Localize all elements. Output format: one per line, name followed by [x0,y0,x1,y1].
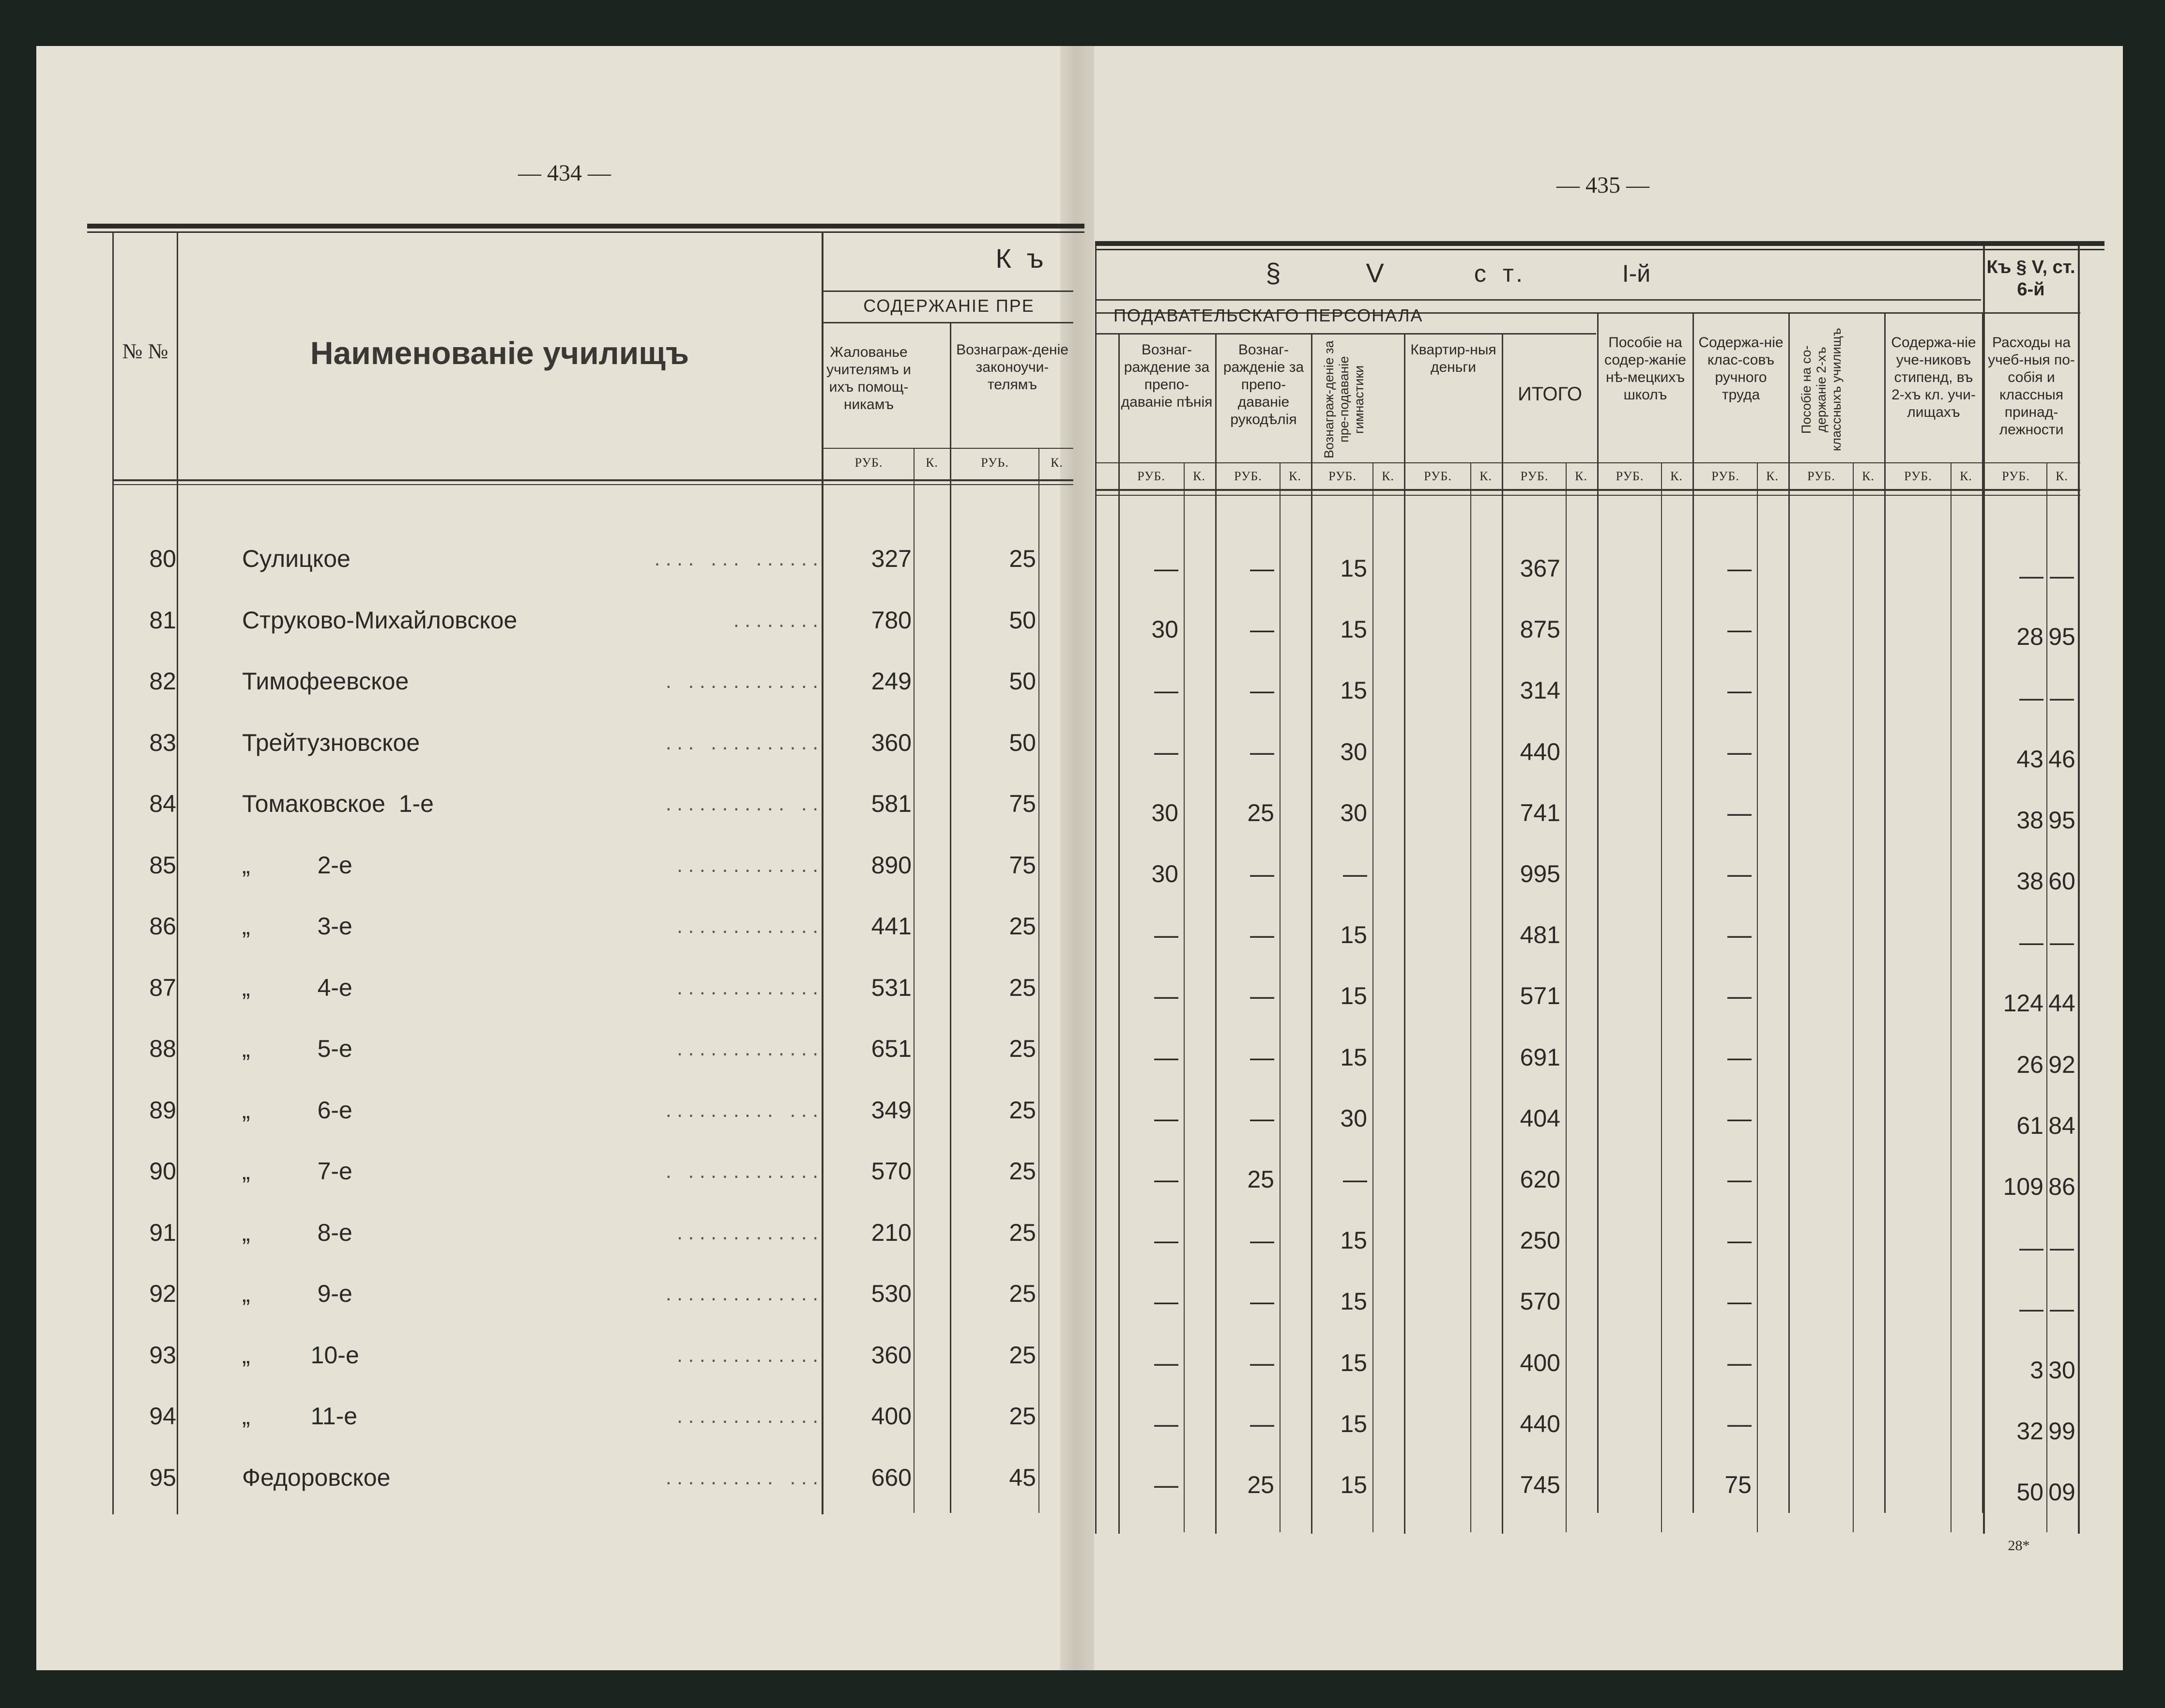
row-number: 90 [149,1158,176,1185]
right-col-header-5: Пособіе на содер-жаніе нѣ-мецкихъ школъ [1604,335,1686,403]
col-divider [1215,333,1217,1534]
gymnastics-value: 15 [1340,1043,1367,1071]
school-name: „ 11-е [242,1403,358,1430]
right-col-header-4: ИТОГО [1517,383,1583,405]
singing-value: — [1154,555,1178,582]
leader-dots: . . . . . . . . . . . . . [665,792,818,815]
leader-dots: . . . . . . . . . . . . . [677,1037,818,1060]
unit-rub: РУБ. [1711,469,1739,483]
unit-rub: РУБ. [1328,469,1357,483]
row-number: 86 [149,913,176,940]
salary-value: 660 [871,1464,912,1491]
unit-k: К. [1862,469,1875,483]
unit-rub-2: РУЬ. [981,456,1009,470]
expenses-kop: 46 [2048,745,2075,773]
top-rule-right-thin [1095,249,2104,250]
leader-dots: . . . . . . . . . . . . . [665,1098,818,1121]
reward-law-value: 25 [1009,974,1036,1001]
manual-labour-value: — [1727,1349,1752,1376]
gymnastics-value: 15 [1340,1471,1367,1498]
header-number: № № [122,339,168,363]
singing-value: — [1154,1166,1178,1193]
total-value: 875 [1520,616,1560,643]
school-name: „ 6-е [242,1096,352,1124]
leader-dots: . . . . . . . . . . . . . [665,1465,818,1489]
reward-law-value: 75 [1009,790,1036,817]
expenses-kop: 84 [2048,1112,2075,1139]
reward-law-value: 50 [1009,606,1036,634]
reward-law-value: 25 [1009,1280,1036,1307]
leader-dots: . . . . . . . . . . . . . [654,547,818,570]
leader-dots: . . . . . . . . . . . . . [677,853,818,876]
reward-law-value: 75 [1009,851,1036,879]
unit-k-1: К. [926,456,938,470]
col-divider [1982,312,1983,1513]
manual-labour-value: — [1727,921,1752,949]
singing-value: — [1154,982,1178,1010]
unit-k: К. [1289,469,1301,483]
unit-rub: РУБ. [1424,469,1452,483]
gymnastics-value: 15 [1340,616,1367,643]
right-col-header-7: Пособіе на со-держаніе 2-хъ классныхъ училищъ [1799,328,1844,452]
row-number: 81 [149,606,176,634]
total-value: 691 [1520,1043,1560,1071]
right-col-header-0: Вознаг-раждение за препо-даваніе пѣнія [1121,342,1213,410]
row-number: 91 [149,1219,176,1246]
kop-divider [1951,462,1952,1532]
right-col-header-9: Расходы на учеб-ныя по-собія и классныя принад-лежности [1988,335,2075,438]
manual-labour-value: — [1727,616,1752,643]
singing-value: 30 [1151,616,1178,643]
col-divider [1597,312,1599,1513]
unit-k: К. [1382,469,1394,483]
col-divider [1404,333,1405,1534]
school-name: Сулицкое [242,545,351,572]
expenses-rub: — [2019,929,2043,956]
manual-labour-value: — [1727,982,1752,1010]
salary-value: 327 [871,545,912,572]
gymnastics-value: 15 [1340,921,1367,949]
right-col-header-1: Вознаг-ражденіе за препо-даваніе рукодѣлія [1223,342,1304,427]
expenses-kop: — [2050,562,2074,589]
page-number-right: — 435 — [1556,172,1649,198]
row-number: 95 [149,1464,176,1491]
singing-value: — [1154,1043,1178,1071]
total-value: 404 [1520,1104,1560,1132]
reward-law-value: 25 [1009,1035,1036,1062]
expenses-rub: 32 [2016,1417,2043,1445]
total-value: 741 [1520,799,1560,826]
section-header-left: К ъ [995,243,1048,274]
header-school-name: Наименованіе училищъ [310,335,689,371]
manual-labour-value: 75 [1724,1471,1752,1498]
expenses-rub: 61 [2016,1112,2043,1139]
unit-rub: РУБ. [1904,469,1932,483]
expenses-rub: 26 [2016,1051,2043,1078]
total-value: 400 [1520,1349,1560,1376]
row-number: 88 [149,1035,176,1062]
school-name: Томаковское 1-е [242,790,434,817]
reward-law-value: 25 [1009,545,1036,572]
col-reward-law-header: Вознаграж-деніе законоучи-телямъ [956,342,1068,393]
needlework-value: — [1250,1104,1274,1132]
leader-dots: . . . . . . . . . . . . . [677,915,818,937]
expenses-kop: — [2050,684,2074,712]
needlework-value: — [1250,1043,1274,1071]
needlework-value: 25 [1247,1166,1274,1193]
salary-value: 360 [871,1341,912,1369]
right-col-header-6: Содержа-ніе клас-совъ ручного труда [1698,335,1784,403]
leader-dots: . . . . . . . . . . . . . [677,1343,818,1366]
leader-dots: . . . . . . . . . . . . . [665,731,818,754]
reward-law-value: 25 [1009,1403,1036,1430]
col-divider [1884,312,1886,1513]
expenses-kop: — [2050,1234,2074,1262]
gymnastics-value: 15 [1340,555,1367,582]
col-divider [1692,312,1694,1513]
singing-value: — [1154,921,1178,949]
manual-labour-value: — [1727,1043,1752,1071]
total-value: 995 [1520,860,1560,887]
needlework-value: — [1250,555,1274,582]
salary-value: 890 [871,851,912,879]
singing-value: 30 [1151,799,1178,826]
leader-dots: . . . . . . . . . . . . . . [665,1282,818,1305]
salary-value: 360 [871,729,912,756]
manual-labour-value: — [1727,1288,1752,1315]
total-value: 314 [1520,677,1560,704]
gymnastics-value: 15 [1340,1227,1367,1254]
needlework-value: — [1250,921,1274,949]
gymnastics-value: 30 [1340,738,1367,765]
gymnastics-value: 30 [1340,799,1367,826]
needlework-value: — [1250,1349,1274,1376]
needlework-value: 25 [1247,1471,1274,1498]
school-name: „ 10-е [242,1341,359,1369]
section-sign: § [1265,258,1281,288]
col-salary-header: Жалованье учителямъ и ихъ помощ-никамъ [826,344,911,412]
unit-k: К. [2056,469,2068,483]
school-name: Трейтузновское [242,729,420,756]
school-name: Струково-Михайловское [242,606,518,634]
expenses-kop: 95 [2048,623,2075,651]
kop-divider [1184,462,1185,1532]
kop-divider [1470,462,1471,1532]
total-value: 481 [1520,921,1560,949]
top-rule-left [87,224,1084,229]
manual-labour-value: — [1727,860,1752,887]
school-name: „ 4-е [242,974,352,1001]
leader-dots: . . . . . . . . [733,608,818,631]
salary-value: 780 [871,606,912,634]
unit-rub: РУБ. [1616,469,1644,483]
unit-rub: РУБ. [2002,469,2030,483]
school-name: Тимофеевское [242,668,409,695]
expenses-kop: 95 [2048,806,2075,834]
col-divider [1311,333,1312,1534]
needlework-value: — [1250,1410,1274,1437]
expenses-rub: 50 [2016,1479,2043,1506]
section-roman: V [1366,258,1384,288]
unit-k: К. [1479,469,1492,483]
gymnastics-value: 15 [1340,1349,1367,1376]
expenses-rub: 38 [2016,806,2043,834]
row-number: 87 [149,974,176,1001]
salary-value: 349 [871,1096,912,1124]
expenses-rub: — [2019,684,2043,712]
unit-rub: РУБ. [1520,469,1549,483]
group-header-right: ПОДАВАТЕЛЬСКАГО ПЕРСОНАЛА [1113,305,1423,325]
school-name: „ 8-е [242,1219,352,1246]
unit-k-2: К. [1051,456,1063,470]
row-number: 82 [149,668,176,695]
col-divider [1118,333,1120,1534]
row-number: 83 [149,729,176,756]
expenses-rub: 109 [2003,1173,2043,1200]
col-divider [1788,312,1790,1513]
expenses-rub: 28 [2016,623,2043,651]
manual-labour-value: — [1727,1104,1752,1132]
row-number: 92 [149,1280,176,1307]
school-name: „ 2-е [242,851,352,879]
salary-value: 400 [871,1403,912,1430]
row-number: 93 [149,1341,176,1369]
expenses-rub: 43 [2016,745,2043,773]
singing-value: 30 [1151,860,1178,887]
kop-divider [1757,462,1758,1532]
expenses-kop: 60 [2048,868,2075,895]
top-rule-left-thin [87,231,1084,233]
manual-labour-value: — [1727,738,1752,765]
reward-law-value: 25 [1009,913,1036,940]
needlework-value: 25 [1247,799,1274,826]
unit-k: К. [1670,469,1683,483]
gymnastics-value: — [1343,860,1367,887]
total-value: 440 [1520,738,1560,765]
needlework-value: — [1250,982,1274,1010]
gymnastics-value: — [1343,1166,1367,1193]
manual-labour-value: — [1727,799,1752,826]
reward-law-value: 45 [1009,1464,1036,1491]
signature-mark: 28* [2008,1538,2030,1554]
section-art: І-й [1622,260,1651,287]
gymnastics-value: 30 [1340,1104,1367,1132]
singing-value: — [1154,677,1178,704]
section-st: с т. [1474,260,1528,287]
expenses-rub: 3 [2030,1356,2043,1384]
reward-law-value: 25 [1009,1219,1036,1246]
salary-value: 651 [871,1035,912,1062]
reward-law-value: 50 [1009,729,1036,756]
expenses-rub: — [2019,562,2043,589]
book-gutter [1060,46,1094,1670]
row-number: 85 [149,851,176,879]
reward-law-value: 25 [1009,1096,1036,1124]
row-number: 94 [149,1403,176,1430]
total-value: 250 [1520,1227,1560,1254]
total-value: 571 [1520,982,1560,1010]
gymnastics-value: 15 [1340,677,1367,704]
kop-divider [1661,462,1662,1532]
expenses-rub: 124 [2003,990,2043,1017]
leader-dots: . . . . . . . . . . . . . [677,976,818,999]
total-value: 440 [1520,1410,1560,1437]
leader-dots: . . . . . . . . . . . . . [677,1404,818,1427]
expenses-kop: 86 [2048,1173,2075,1200]
manual-labour-value: — [1727,677,1752,704]
manual-labour-value: — [1727,1227,1752,1254]
reward-law-value: 25 [1009,1158,1036,1185]
reward-law-value: 25 [1009,1341,1036,1369]
unit-k: К. [1960,469,1972,483]
needlework-value: — [1250,738,1274,765]
salary-value: 570 [871,1158,912,1185]
top-rule-right [1095,241,2104,246]
gymnastics-value: 15 [1340,982,1367,1010]
needlework-value: — [1250,1288,1274,1315]
right-col-header-8: Содержа-ніе уче-никовъ стипенд, въ 2-хъ кл. учи-лищахъ [1891,335,1976,420]
school-name: „ 3-е [242,913,352,940]
kop-divider [1566,462,1567,1532]
needlework-value: — [1250,677,1274,704]
expenses-kop: 44 [2048,990,2075,1017]
col-divider [1502,333,1503,1534]
unit-rub: РУБ. [1807,469,1835,483]
needlework-value: — [1250,860,1274,887]
expenses-rub: — [2019,1295,2043,1323]
expenses-kop: 92 [2048,1051,2075,1078]
expenses-kop: 99 [2048,1417,2075,1445]
total-value: 745 [1520,1471,1560,1498]
expenses-kop: — [2050,1295,2074,1323]
unit-rub: РУБ. [1234,469,1262,483]
expenses-kop: — [2050,929,2074,956]
salary-value: 210 [871,1219,912,1246]
unit-k: К. [1575,469,1587,483]
right-header-kv: Къ § V, ст. 6-й [1986,257,2075,300]
unit-k: К. [1766,469,1779,483]
total-value: 367 [1520,555,1560,582]
needlework-value: — [1250,616,1274,643]
school-name: „ 9-е [242,1280,352,1307]
unit-rub: РУБ. [1137,469,1165,483]
singing-value: — [1154,738,1178,765]
kop-divider [2046,462,2047,1532]
expenses-rub: — [2019,1234,2043,1262]
gymnastics-value: 15 [1340,1410,1367,1437]
total-value: 570 [1520,1288,1560,1315]
unit-k: К. [1193,469,1205,483]
manual-labour-value: — [1727,555,1752,582]
singing-value: — [1154,1349,1178,1376]
row-number: 84 [149,790,176,817]
singing-value: — [1154,1410,1178,1437]
school-name: Федоровское [242,1464,391,1491]
reward-law-value: 50 [1009,668,1036,695]
manual-labour-value: — [1727,1166,1752,1193]
salary-value: 530 [871,1280,912,1307]
expenses-rub: 38 [2016,868,2043,895]
leader-dots: . . . . . . . . . . . . . [677,1220,818,1244]
manual-labour-value: — [1727,1410,1752,1437]
right-col-header-3: Квартир-ныя деньги [1410,342,1496,375]
right-col-header-2: Вознаграж-деніе за пре-подаваніе гимнастики [1322,340,1367,458]
leader-dots: . . . . . . . . . . . . . [665,1159,818,1182]
needlework-value: — [1250,1227,1274,1254]
expenses-kop: 30 [2048,1356,2075,1384]
singing-value: — [1154,1227,1178,1254]
school-name: „ 7-е [242,1158,352,1185]
unit-rub-1: РУБ. [854,456,883,470]
singing-value: — [1154,1288,1178,1315]
leader-dots: . . . . . . . . . . . . . [665,670,818,692]
gymnastics-value: 15 [1340,1288,1367,1315]
singing-value: — [1154,1104,1178,1132]
expenses-kop: 09 [2048,1479,2075,1506]
salary-value: 531 [871,974,912,1001]
page-number-left: — 434 — [518,160,611,186]
kop-divider [1280,462,1281,1532]
row-number: 89 [149,1096,176,1124]
total-value: 620 [1520,1166,1560,1193]
singing-value: — [1154,1471,1178,1498]
salary-value: 249 [871,668,912,695]
salary-value: 441 [871,913,912,940]
group-header-left: СОДЕРЖАНІЕ ПРЕ [863,296,1035,316]
school-name: „ 5-е [242,1035,352,1062]
kop-divider [1853,462,1854,1532]
salary-value: 581 [871,790,912,817]
row-number: 80 [149,545,176,572]
kop-divider [1372,462,1373,1532]
